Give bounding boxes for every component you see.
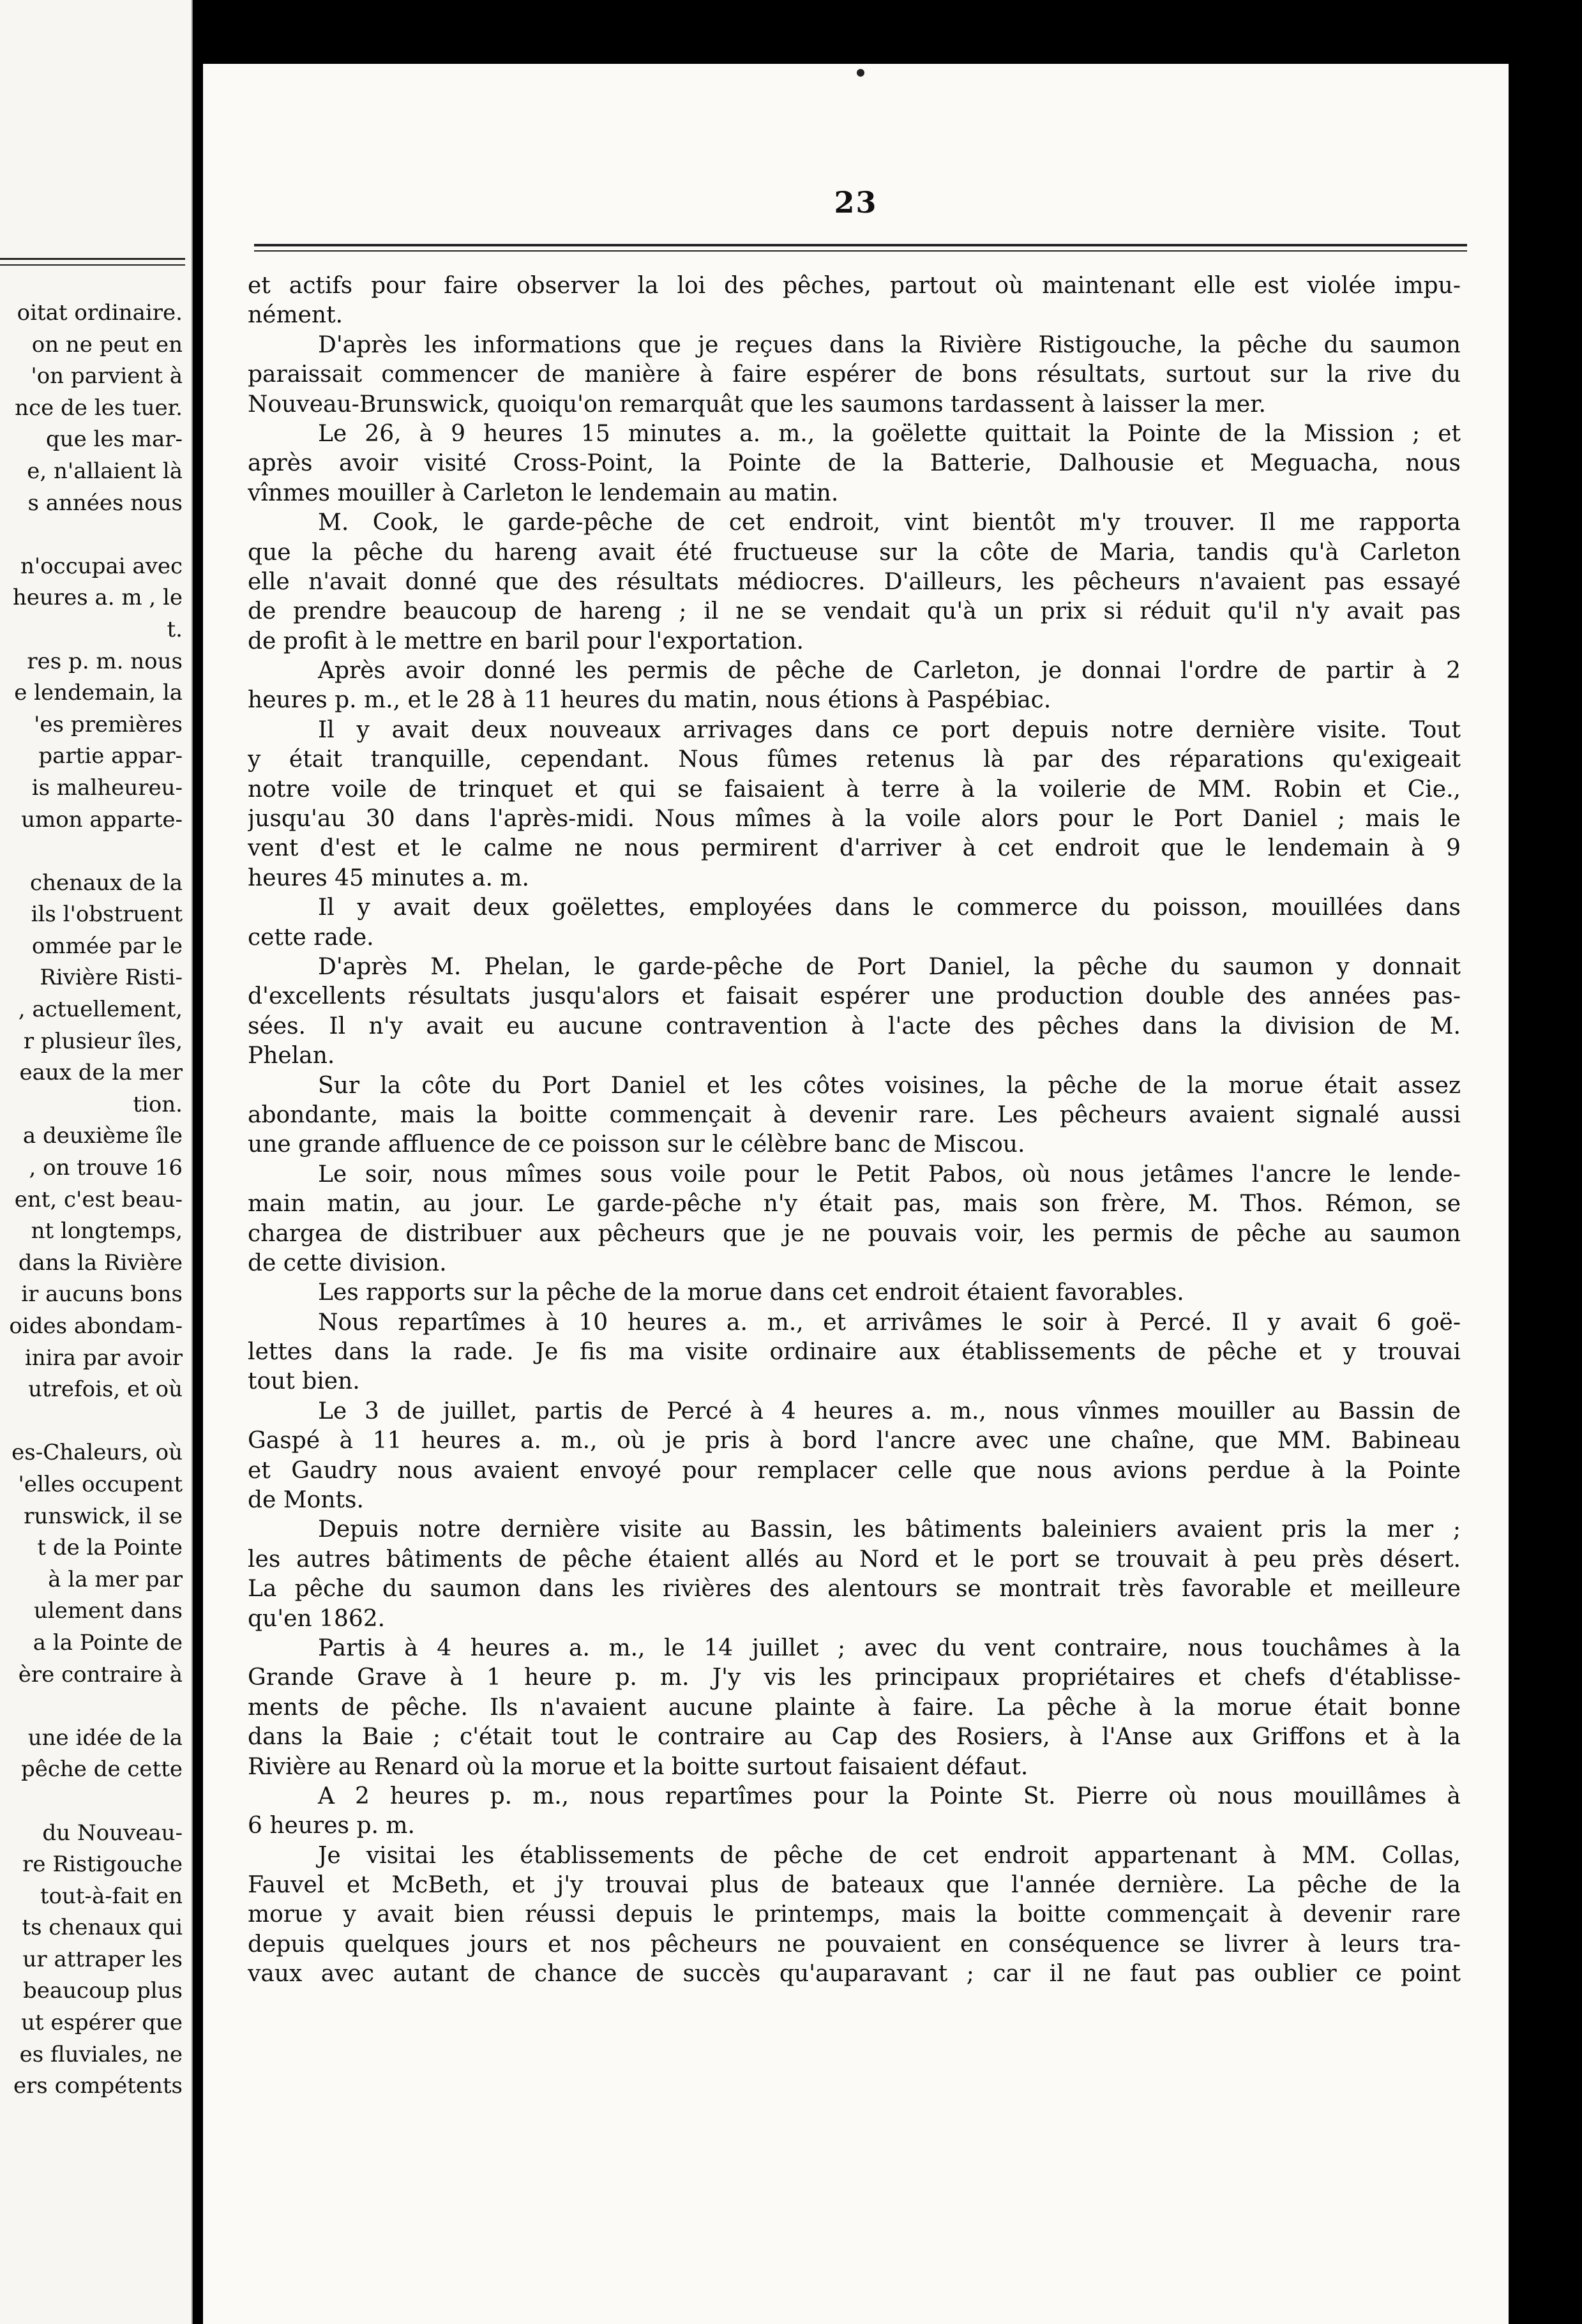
text-line: Phelan. xyxy=(248,1043,335,1069)
left-text-line: ir aucuns bons xyxy=(21,1281,183,1308)
scan-border-right xyxy=(1509,64,1582,2324)
text-line: ments de pêche. Ils n'avaient aucune plainte à faire. La pêche à la morue était bonne xyxy=(248,1694,1461,1721)
left-text-line: runswick, il se xyxy=(24,1503,183,1529)
left-text-line: à la mer par xyxy=(48,1566,183,1592)
text-line: vent d'est et le calme ne nous permirent d'arriver à cet endroit que le lendemain à 9 xyxy=(248,835,1461,862)
text-line: vînmes mouiller à Carleton le lendemain au matin. xyxy=(248,479,839,506)
text-line: A 2 heures p. m., nous repartîmes pour la Pointe St. Pierre où nous mouillâmes à xyxy=(318,1783,1461,1809)
text-line: Le soir, nous mîmes sous voile pour le Petit Pabos, où nous jetâmes l'ancre le lende- xyxy=(318,1161,1461,1188)
left-text-line: ers compétents xyxy=(13,2073,183,2099)
text-line: de prendre beaucoup de hareng ; il ne se vendait qu'à un prix si réduit qu'il n'y avait pas xyxy=(248,598,1461,625)
text-line: jusqu'au 30 dans l'après-midi. Nous mîmes à la voile alors pour le Port Daniel ; mais le xyxy=(248,806,1461,833)
page-mark-dot xyxy=(857,69,864,77)
left-text-line: heures a. m , le xyxy=(12,585,183,611)
left-text-line xyxy=(0,836,183,868)
text-line: M. Cook, le garde-pêche de cet endroit, vint bientôt m'y trouver. Il me rapporta xyxy=(318,509,1461,536)
left-page-rule-thin xyxy=(0,264,185,266)
text-line: Il y avait deux goëlettes, employées dans le commerce du poisson, mouillées dans xyxy=(318,894,1461,921)
text-line: vaux avec autant de chance de succès qu'auparavant ; car il ne faut pas oublier ce point xyxy=(248,1961,1461,1988)
text-line: que la pêche du hareng avait été fructueuse sur la côte de Maria, tandis qu'à Carleton xyxy=(248,539,1461,566)
left-facing-page xyxy=(0,0,193,2324)
text-line: de Monts. xyxy=(248,1487,364,1514)
text-line: les autres bâtiments de pêche étaient allés au Nord et le port se trouvait à peu près désert. xyxy=(248,1546,1461,1573)
left-text-line: res p. m. nous xyxy=(27,648,183,674)
text-line: après avoir visité Cross-Point, la Pointe de la Batterie, Dalhousie et Meguacha, nous xyxy=(248,450,1461,477)
text-line: Nous repartîmes à 10 heures a. m., et arrivâmes le soir à Percé. Il y avait 6 goë- xyxy=(318,1309,1461,1336)
left-text-line: ils l'obstruent xyxy=(31,902,183,928)
header-rule-thick xyxy=(254,244,1467,246)
text-line: notre voile de trinquet et qui se faisaient à terre à la voilerie de MM. Robin et Cie., xyxy=(248,776,1461,803)
left-text-line: n'occupai avec xyxy=(20,553,183,579)
text-line: Il y avait deux nouveaux arrivages dans ce port depuis notre dernière visite. Tout xyxy=(318,716,1461,743)
left-text-line: ulement dans xyxy=(33,1598,183,1624)
text-line: de cette division. xyxy=(248,1249,447,1276)
left-text-line: t. xyxy=(167,616,183,642)
left-text-line: es fluviales, ne xyxy=(19,2041,183,2067)
left-text-line: ur attraper les xyxy=(22,1946,183,1972)
left-page-text xyxy=(0,298,183,2102)
text-line: sées. Il n'y avait eu aucune contravention à l'acte des pêches dans la division de M. xyxy=(248,1013,1461,1039)
left-text-line: , actuellement, xyxy=(18,997,183,1023)
left-text-line: re Ristigouche xyxy=(22,1852,183,1878)
text-line: paraissait commencer de manière à faire espérer de bons résultats, surtout sur la rive du xyxy=(248,361,1461,388)
left-text-line: 'elles occupent xyxy=(18,1471,183,1497)
left-text-line: beaucoup plus xyxy=(22,1978,183,2004)
text-line: Grande Grave à 1 heure p. m. J'y vis les principaux propriétaires et chefs d'établisse- xyxy=(248,1664,1461,1691)
left-text-line: ts chenaux qui xyxy=(22,1915,183,1941)
text-line: Les rapports sur la pêche de la morue dans cet endroit étaient favorables. xyxy=(318,1279,1184,1306)
left-text-line: tout-à-fait en xyxy=(40,1883,183,1909)
text-line: Après avoir donné les permis de pêche de Carleton, je donnai l'ordre de partir à 2 xyxy=(318,658,1461,684)
text-line: Depuis notre dernière visite au Bassin, les bâtiments baleiniers avaient pris la mer ; xyxy=(318,1516,1461,1543)
left-text-line: ent, c'est beau- xyxy=(14,1186,183,1212)
header-rule-thin xyxy=(254,250,1467,252)
left-text-line: e, n'allaient là xyxy=(27,458,183,484)
text-line: heures 45 minutes a. m. xyxy=(248,864,529,891)
left-text-line: que les mar- xyxy=(45,426,183,453)
scan-border xyxy=(0,0,1582,64)
text-line: heures p. m., et le 28 à 11 heures du matin, nous étions à Paspébiac. xyxy=(248,687,1051,714)
left-text-line: utrefois, et où xyxy=(28,1377,183,1403)
main-text-body xyxy=(248,271,1461,1989)
left-text-line: t de la Pointe xyxy=(37,1535,183,1561)
text-line: et actifs pour faire observer la loi des pêches, partout où maintenant elle est violée impu- xyxy=(248,273,1461,299)
left-text-line xyxy=(0,1406,183,1438)
left-text-line: nt longtemps, xyxy=(31,1218,183,1244)
left-text-line: s années nous xyxy=(27,490,183,516)
left-text-line: e lendemain, la xyxy=(14,680,183,706)
left-text-line: , on trouve 16 xyxy=(29,1155,183,1181)
left-text-line xyxy=(0,1691,183,1723)
left-text-line: eaux de la mer xyxy=(19,1060,183,1086)
text-line: depuis quelques jours et nos pêcheurs ne pouvaient en conséquence se livrer à leurs tra- xyxy=(248,1931,1461,1958)
text-line: Rivière au Renard où la morue et la boitte surtout faisaient défaut. xyxy=(248,1753,1028,1780)
text-line: abondante, mais la boitte commençait à devenir rare. Les pêcheurs avaient signalé aussi xyxy=(248,1101,1461,1128)
left-text-line: a la Pointe de xyxy=(33,1629,183,1656)
left-text-line: umon apparte- xyxy=(21,806,183,833)
left-text-line: oides abondam- xyxy=(9,1313,183,1339)
text-line: de profit à le mettre en baril pour l'exportation. xyxy=(248,628,804,654)
left-page-rule xyxy=(0,258,185,260)
left-text-line: is malheureu- xyxy=(31,774,183,801)
text-line: Sur la côte du Port Daniel et les côtes voisines, la pêche de la morue était assez xyxy=(318,1072,1461,1099)
left-text-line: r plusieur îles, xyxy=(23,1028,183,1054)
text-line: morue y avait bien réussi depuis le printemps, mais la boitte commençait à devenir rare xyxy=(248,1901,1461,1928)
left-text-line: Rivière Risti- xyxy=(40,965,183,991)
text-line: D'après les informations que je reçues dans la Rivière Ristigouche, la pêche du saumon xyxy=(318,331,1461,358)
main-page xyxy=(203,64,1509,2324)
left-text-line: on ne peut en xyxy=(31,331,183,358)
left-text-line: pêche de cette xyxy=(20,1756,183,1783)
text-line: 6 heures p. m. xyxy=(248,1813,415,1839)
text-line: une grande affluence de ce poisson sur le célèbre banc de Miscou. xyxy=(248,1131,1025,1158)
left-text-line: tion. xyxy=(133,1091,183,1117)
text-line: Partis à 4 heures a. m., le 14 juillet ; avec du vent contraire, nous touchâmes à la xyxy=(318,1634,1461,1661)
left-text-line: du Nouveau- xyxy=(42,1820,183,1846)
text-line: cette rade. xyxy=(248,924,374,951)
text-line: main matin, au jour. Le garde-pêche n'y était pas, mais son frère, M. Thos. Rémon, se xyxy=(248,1191,1461,1218)
text-line: chargea de distribuer aux pêcheurs que je ne pouvais voir, les permis de pêche au saumon xyxy=(248,1220,1461,1247)
left-text-line: dans la Rivière xyxy=(18,1249,183,1276)
text-line: Le 26, à 9 heures 15 minutes a. m., la goëlette quittait la Pointe de la Mission ; et xyxy=(318,420,1461,447)
text-line: dans la Baie ; c'était tout le contraire au Cap des Rosiers, à l'Anse aux Griffons et à la xyxy=(248,1724,1461,1751)
text-line: qu'en 1862. xyxy=(248,1605,386,1632)
text-line: La pêche du saumon dans les rivières des alentours se montrait très favorable et meilleure xyxy=(248,1576,1461,1603)
left-text-line: inira par avoir xyxy=(24,1345,183,1371)
left-text-line: partie appar- xyxy=(38,743,183,769)
left-text-line: 'on parvient à xyxy=(31,363,183,389)
page-number: 23 xyxy=(834,185,878,220)
text-line: et Gaudry nous avaient envoyé pour remplacer celle que nous avions perdue à la Pointe xyxy=(248,1457,1461,1484)
left-text-line xyxy=(0,519,183,551)
left-text-line: nce de les tuer. xyxy=(15,395,183,421)
left-text-line: chenaux de la xyxy=(30,870,183,896)
text-line: y était tranquille, cependant. Nous fûmes retenus là par des réparations qu'exigeait xyxy=(248,746,1461,773)
text-line: lettes dans la rade. Je fis ma visite ordinaire aux établissements de pêche et y trouvai xyxy=(248,1339,1461,1366)
left-text-line: une idée de la xyxy=(27,1724,183,1751)
text-line: Je visitai les établissements de pêche de cet endroit appartenant à MM. Collas, xyxy=(318,1842,1461,1869)
left-text-line: es-Chaleurs, où xyxy=(11,1440,183,1466)
text-line: Fauvel et McBeth, et j'y trouvai plus de bateaux que l'année dernière. La pêche de la xyxy=(248,1872,1461,1899)
left-text-line: ère contraire à xyxy=(18,1661,183,1687)
text-line: Nouveau-Brunswick, quoiqu'on remarquât que les saumons tardassent à laisser la mer. xyxy=(248,391,1266,418)
left-text-line: a deuxième île xyxy=(22,1123,183,1149)
text-line: nément. xyxy=(248,302,343,329)
text-line: D'après M. Phelan, le garde-pêche de Port Daniel, la pêche du saumon y donnait xyxy=(318,953,1461,980)
text-line: elle n'avait donné que des résultats médiocres. D'ailleurs, les pêcheurs n'avaient pas essayé xyxy=(248,568,1461,595)
left-text-line: ut espérer que xyxy=(20,2010,183,2036)
left-text-line xyxy=(0,1786,183,1818)
text-line: tout bien. xyxy=(248,1368,360,1395)
text-line: Gaspé à 11 heures a. m., où je pris à bord l'ancre avec une chaîne, que MM. Babineau xyxy=(248,1428,1461,1454)
left-text-line: 'es premières xyxy=(34,711,183,737)
left-text-line: ommée par le xyxy=(31,933,183,959)
left-text-line: oitat ordinaire. xyxy=(17,300,183,326)
text-line: Le 3 de juillet, partis de Percé à 4 heures a. m., nous vînmes mouiller au Bassin de xyxy=(318,1398,1461,1424)
text-line: d'excellents résultats jusqu'alors et faisait espérer une production double des années pas- xyxy=(248,983,1461,1010)
